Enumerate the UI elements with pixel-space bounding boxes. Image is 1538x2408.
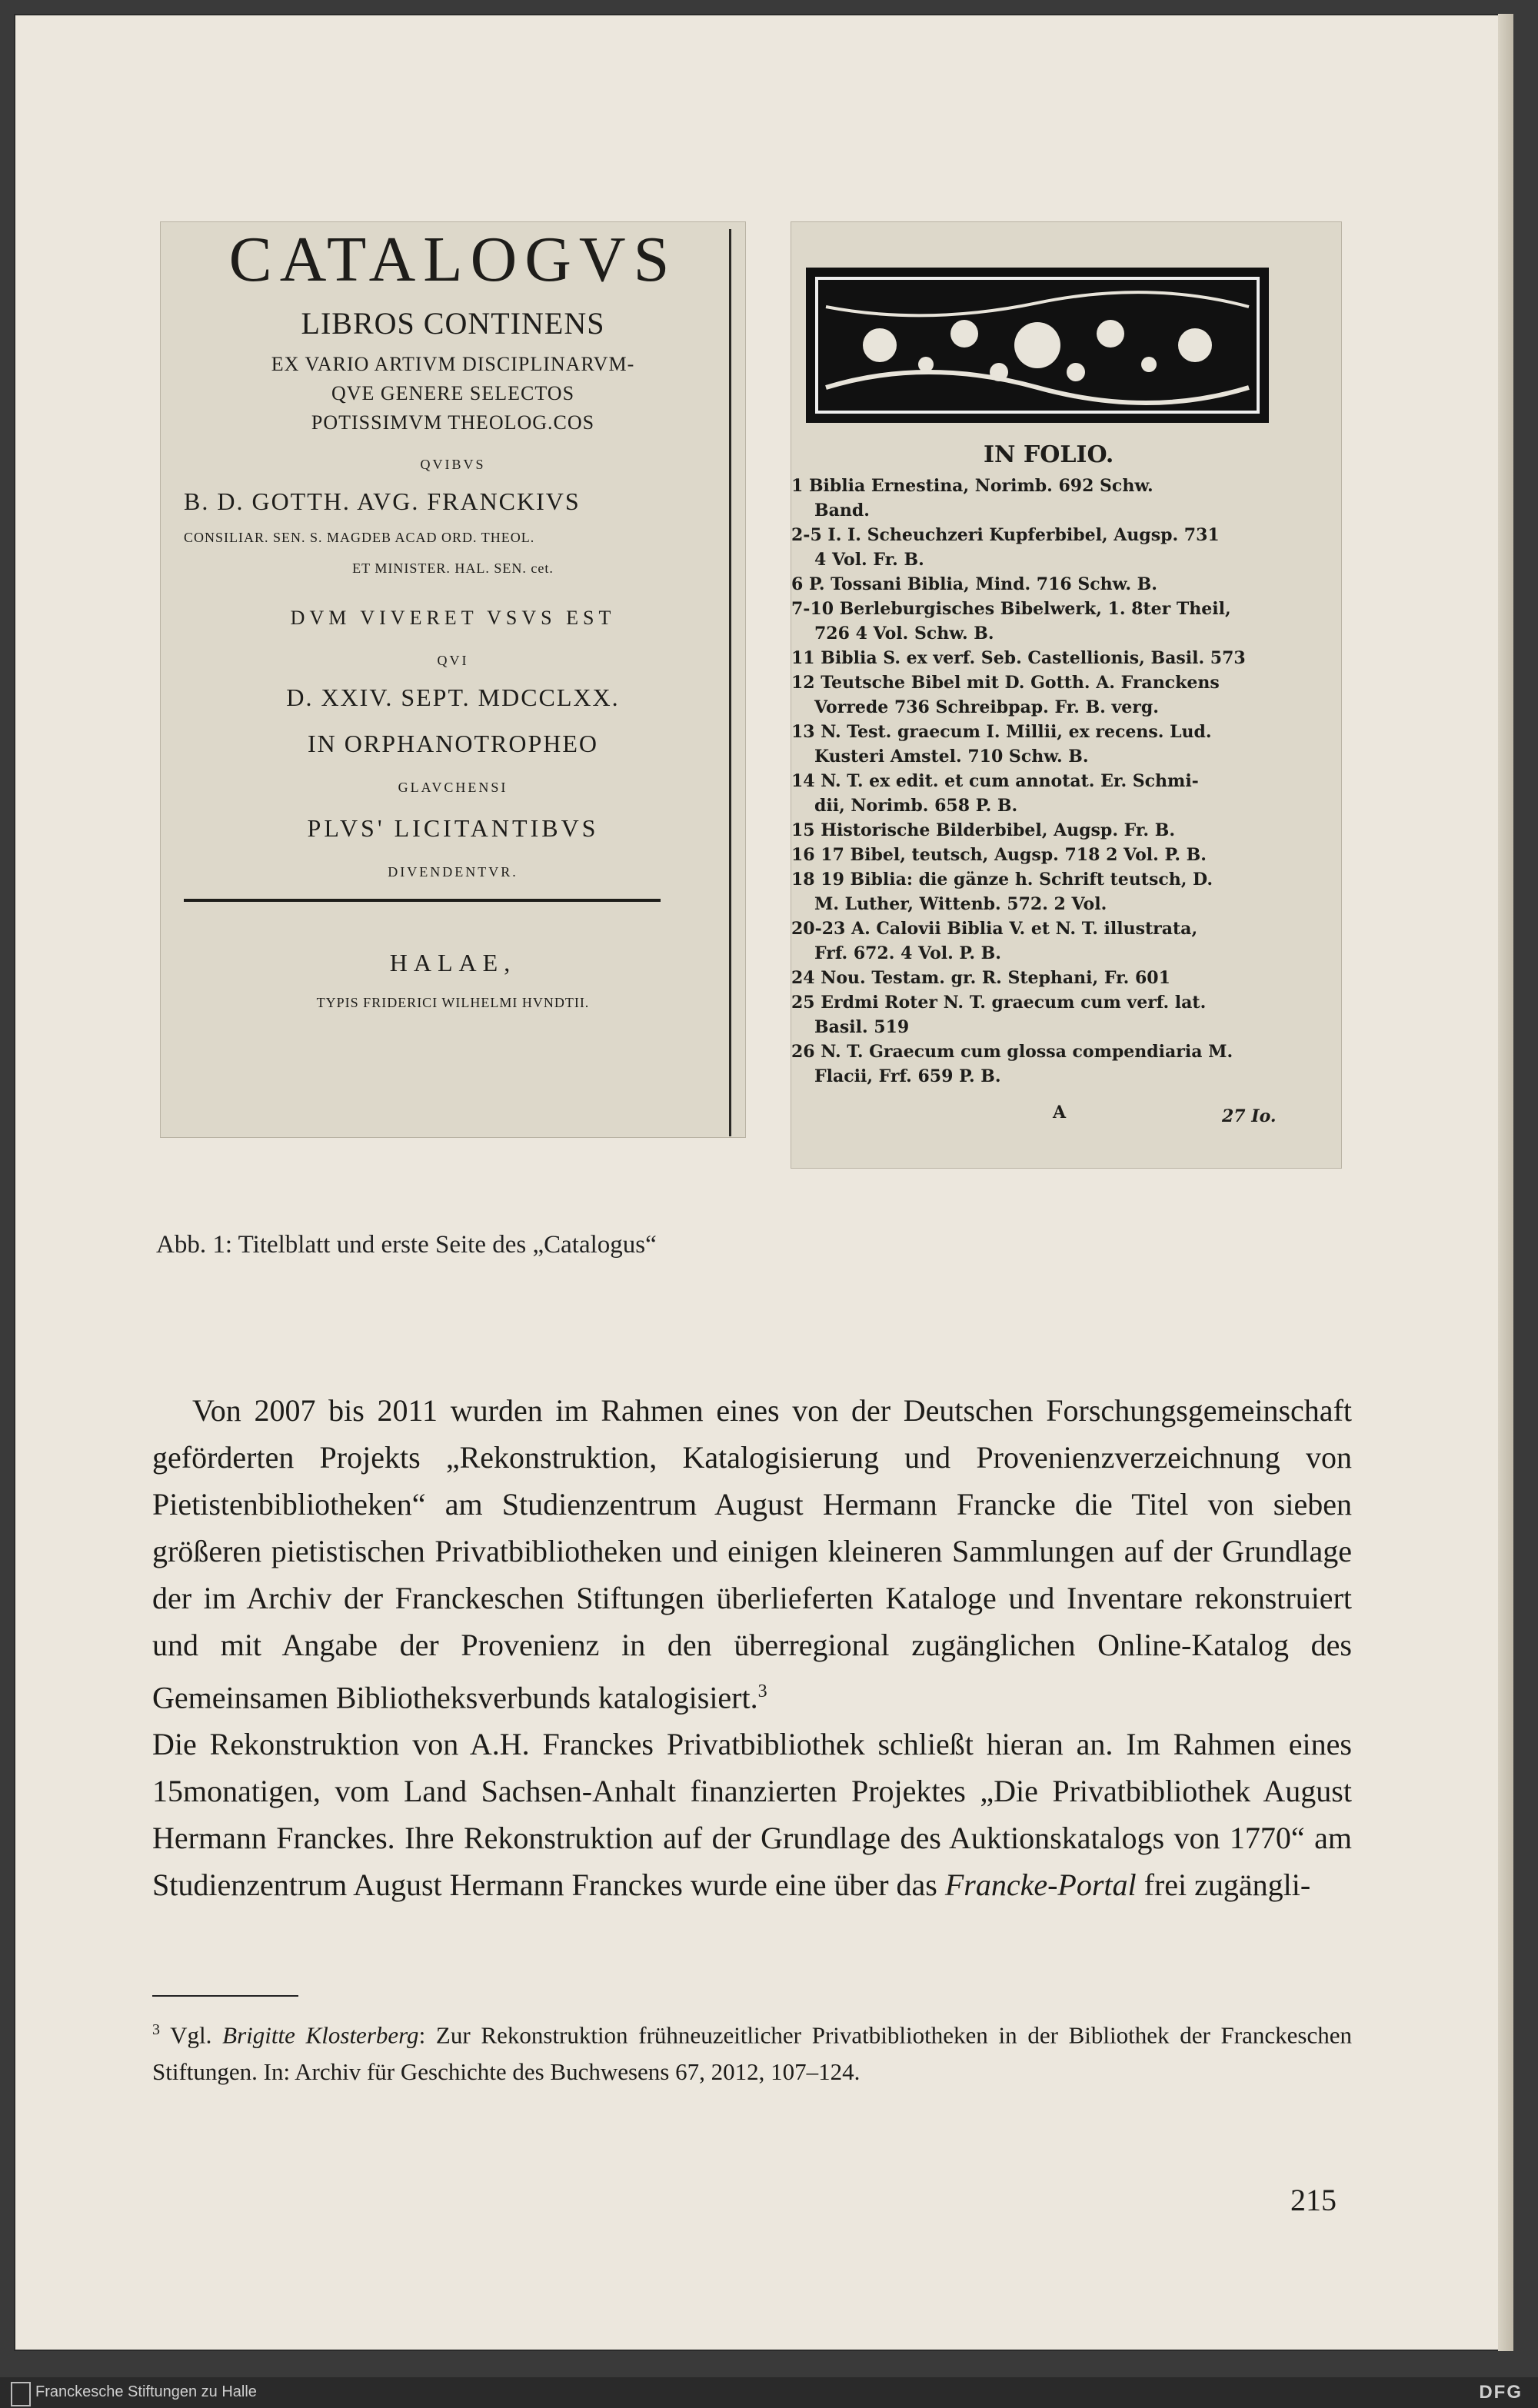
footnote-text: : Zur Rekonstruktion frühneuzeitlicher Privatbibliotheken in der Bibliothek der Franckeschen Stiftungen. In: Archiv für Geschichte des Buchwesens 67, 2012, 107–124. bbox=[152, 2021, 1352, 2086]
catalog-entry: 14 N. T. ex edit. et cum annotat. Er. Schmi- bbox=[791, 771, 1199, 791]
plate-divider bbox=[729, 229, 731, 1136]
catalog-entry: 726 4 Vol. Schw. B. bbox=[814, 624, 994, 644]
plate-line: HALAE, bbox=[389, 949, 517, 976]
paragraph-text: frei zugängli- bbox=[1144, 1868, 1311, 1903]
catalog-entry: 20-23 A. Calovii Biblia V. et N. T. illustrata, bbox=[791, 919, 1198, 939]
plate-line: IN ORPHANOTROPHEO bbox=[307, 730, 598, 757]
plate-rule bbox=[184, 899, 661, 902]
body-text bbox=[152, 1387, 1352, 1908]
catalog-entry: 1 Biblia Ernestina, Norimb. 692 Schw. bbox=[791, 476, 1154, 496]
footnote bbox=[152, 2011, 1352, 2090]
catalog-entry: Flacii, Frf. 659 P. B. bbox=[814, 1066, 1001, 1086]
plate-line: GLAVCHENSI bbox=[398, 780, 508, 795]
catalog-entry: 13 N. Test. graecum I. Millii, ex recens. Lud. bbox=[791, 722, 1212, 742]
footnote-ref: 3 bbox=[757, 1681, 767, 1701]
catchword: 27 Io. bbox=[1222, 1106, 1277, 1126]
catalog-entry: 18 19 Biblia: die gänze h. Schrift teutsch, D. bbox=[791, 870, 1213, 890]
plate-line: LIBROS CONTINENS bbox=[301, 306, 605, 341]
footnote-pre: Vgl. bbox=[170, 2021, 212, 2049]
plate-title: CATALOGVS bbox=[228, 224, 677, 295]
plate-line: EX VARIO ARTIVM DISCIPLINARVM- bbox=[271, 353, 635, 375]
paragraph bbox=[152, 1721, 1352, 1908]
signature-mark: A bbox=[1053, 1103, 1067, 1123]
document-page bbox=[14, 14, 1513, 2351]
ornament-vignette bbox=[806, 268, 1269, 423]
ornament-svg bbox=[811, 272, 1264, 418]
funder-logo[interactable]: DFG bbox=[1479, 2382, 1523, 2403]
footnote-number: 3 bbox=[152, 2021, 160, 2038]
catalog-entry: Band. bbox=[814, 501, 870, 521]
page-edge bbox=[1498, 14, 1513, 2351]
catalog-entry: 11 Biblia S. ex verf. Seb. Castellionis, Basil. 573 bbox=[791, 648, 1246, 668]
catalog-entry: dii, Norimb. 658 P. B. bbox=[814, 796, 1018, 816]
catalog-entry: 15 Historische Bilderbibel, Augsp. Fr. B. bbox=[791, 820, 1176, 840]
catalog-entry: 25 Erdmi Roter N. T. graecum cum verf. lat. bbox=[791, 993, 1207, 1013]
plate-line: POTISSIMVM THEOLOG.COS bbox=[311, 411, 595, 434]
plate-name: B. D. GOTTH. AVG. FRANCKIVS bbox=[184, 487, 581, 515]
plate-line: QVI bbox=[437, 653, 469, 668]
plate-line: DVM VIVERET VSVS EST bbox=[290, 607, 616, 629]
plate-line: PLVS' LICITANTIBVS bbox=[307, 814, 599, 842]
figure-caption: Abb. 1: Titelblatt und erste Seite des „Catalogus“ bbox=[156, 1231, 657, 1259]
catalog-entry: 7-10 Berleburgisches Bibelwerk, 1. 8ter Theil, bbox=[791, 599, 1231, 619]
catalog-entry: Basil. 519 bbox=[814, 1017, 910, 1037]
page-number: 215 bbox=[1290, 2183, 1337, 2217]
catalog-entry: 2-5 I. I. Scheuchzeri Kupferbibel, Augsp. 731 bbox=[791, 525, 1220, 545]
catalog-entry: 16 17 Bibel, teutsch, Augsp. 718 2 Vol. P. B. bbox=[791, 845, 1207, 865]
italic-term: Francke-Portal bbox=[944, 1868, 1137, 1903]
catalog-entry: 26 N. T. Graecum cum glossa compendiaria M. bbox=[791, 1042, 1233, 1062]
paragraph-text: Die Rekonstruktion von A.H. Franckes Privatbibliothek schließt hieran an. Im Rahmen eines 15monatigen, vom Land Sachsen-Anhalt finanzierten Projektes „Die Privatbibliothek August Hermann Franckes. Ihre Rekonstruktion auf der Grundlage des Auktionskatalogs von 1770“ am Studienzentrum August Hermann Franckes wurde eine über das bbox=[152, 1727, 1352, 1903]
institution-logo-icon[interactable] bbox=[11, 2382, 31, 2406]
institution-label[interactable]: Franckesche Stiftungen zu Halle bbox=[35, 2383, 257, 2400]
footnote-author: Brigitte Klosterberg bbox=[222, 2021, 419, 2049]
title-page-plate bbox=[160, 221, 746, 1138]
plate-line: ET MINISTER. HAL. SEN. cet. bbox=[352, 560, 554, 576]
footnote-rule bbox=[152, 1995, 298, 1997]
catalog-entry: Kusteri Amstel. 710 Schw. B. bbox=[814, 747, 1089, 767]
catalog-entry: 6 P. Tossani Biblia, Mind. 716 Schw. B. bbox=[791, 574, 1157, 594]
plate-line: CONSILIAR. SEN. S. MAGDEB ACAD ORD. THEOL. bbox=[184, 530, 535, 545]
catalog-entry: Vorrede 736 Schreibpap. Fr. B. verg. bbox=[814, 697, 1159, 717]
plate-date: D. XXIV. SEPT. MDCCLXX. bbox=[286, 683, 620, 711]
plate-line: TYPIS FRIDERICI WILHELMI HVNDTII. bbox=[316, 995, 590, 1010]
viewer-footer-bar bbox=[0, 2377, 1538, 2408]
catalog-entry: 12 Teutsche Bibel mit D. Gotth. A. Franckens bbox=[791, 673, 1220, 693]
paragraph bbox=[152, 1387, 1352, 1721]
paragraph-text: Von 2007 bis 2011 wurden im Rahmen eines von der Deutschen Forschungsgemeinschaft geförderten Projekts „Rekonstruktion, Katalogisierung und Provenienzverzeichnung von Pietistenbibliotheken“ am Studienzentrum August Hermann Francke die Titel von sieben größeren pietistischen Privatbibliotheken und einigen kleineren Sammlungen auf der Grundlage der im Archiv der Franckeschen Stiftungen überlieferten Kataloge und Inventare rekonstruiert und mit Angabe der Provenienz in den überregional zugänglichen Online-Katalog des Gemeinsamen Bibliotheksverbunds katalogisiert. bbox=[152, 1393, 1352, 1715]
catalog-entry: M. Luther, Wittenb. 572. 2 Vol. bbox=[814, 894, 1107, 914]
plate-line: QVIBVS bbox=[420, 457, 486, 472]
plate-heading: IN FOLIO. bbox=[984, 441, 1114, 468]
catalog-entry: 24 Nou. Testam. gr. R. Stephani, Fr. 601 bbox=[791, 968, 1170, 988]
plate-line: QVE GENERE SELECTOS bbox=[331, 382, 575, 404]
catalog-entry: Frf. 672. 4 Vol. P. B. bbox=[814, 943, 1001, 963]
plate-line: DIVENDENTVR. bbox=[388, 864, 518, 880]
catalog-entry: 4 Vol. Fr. B. bbox=[814, 550, 924, 570]
